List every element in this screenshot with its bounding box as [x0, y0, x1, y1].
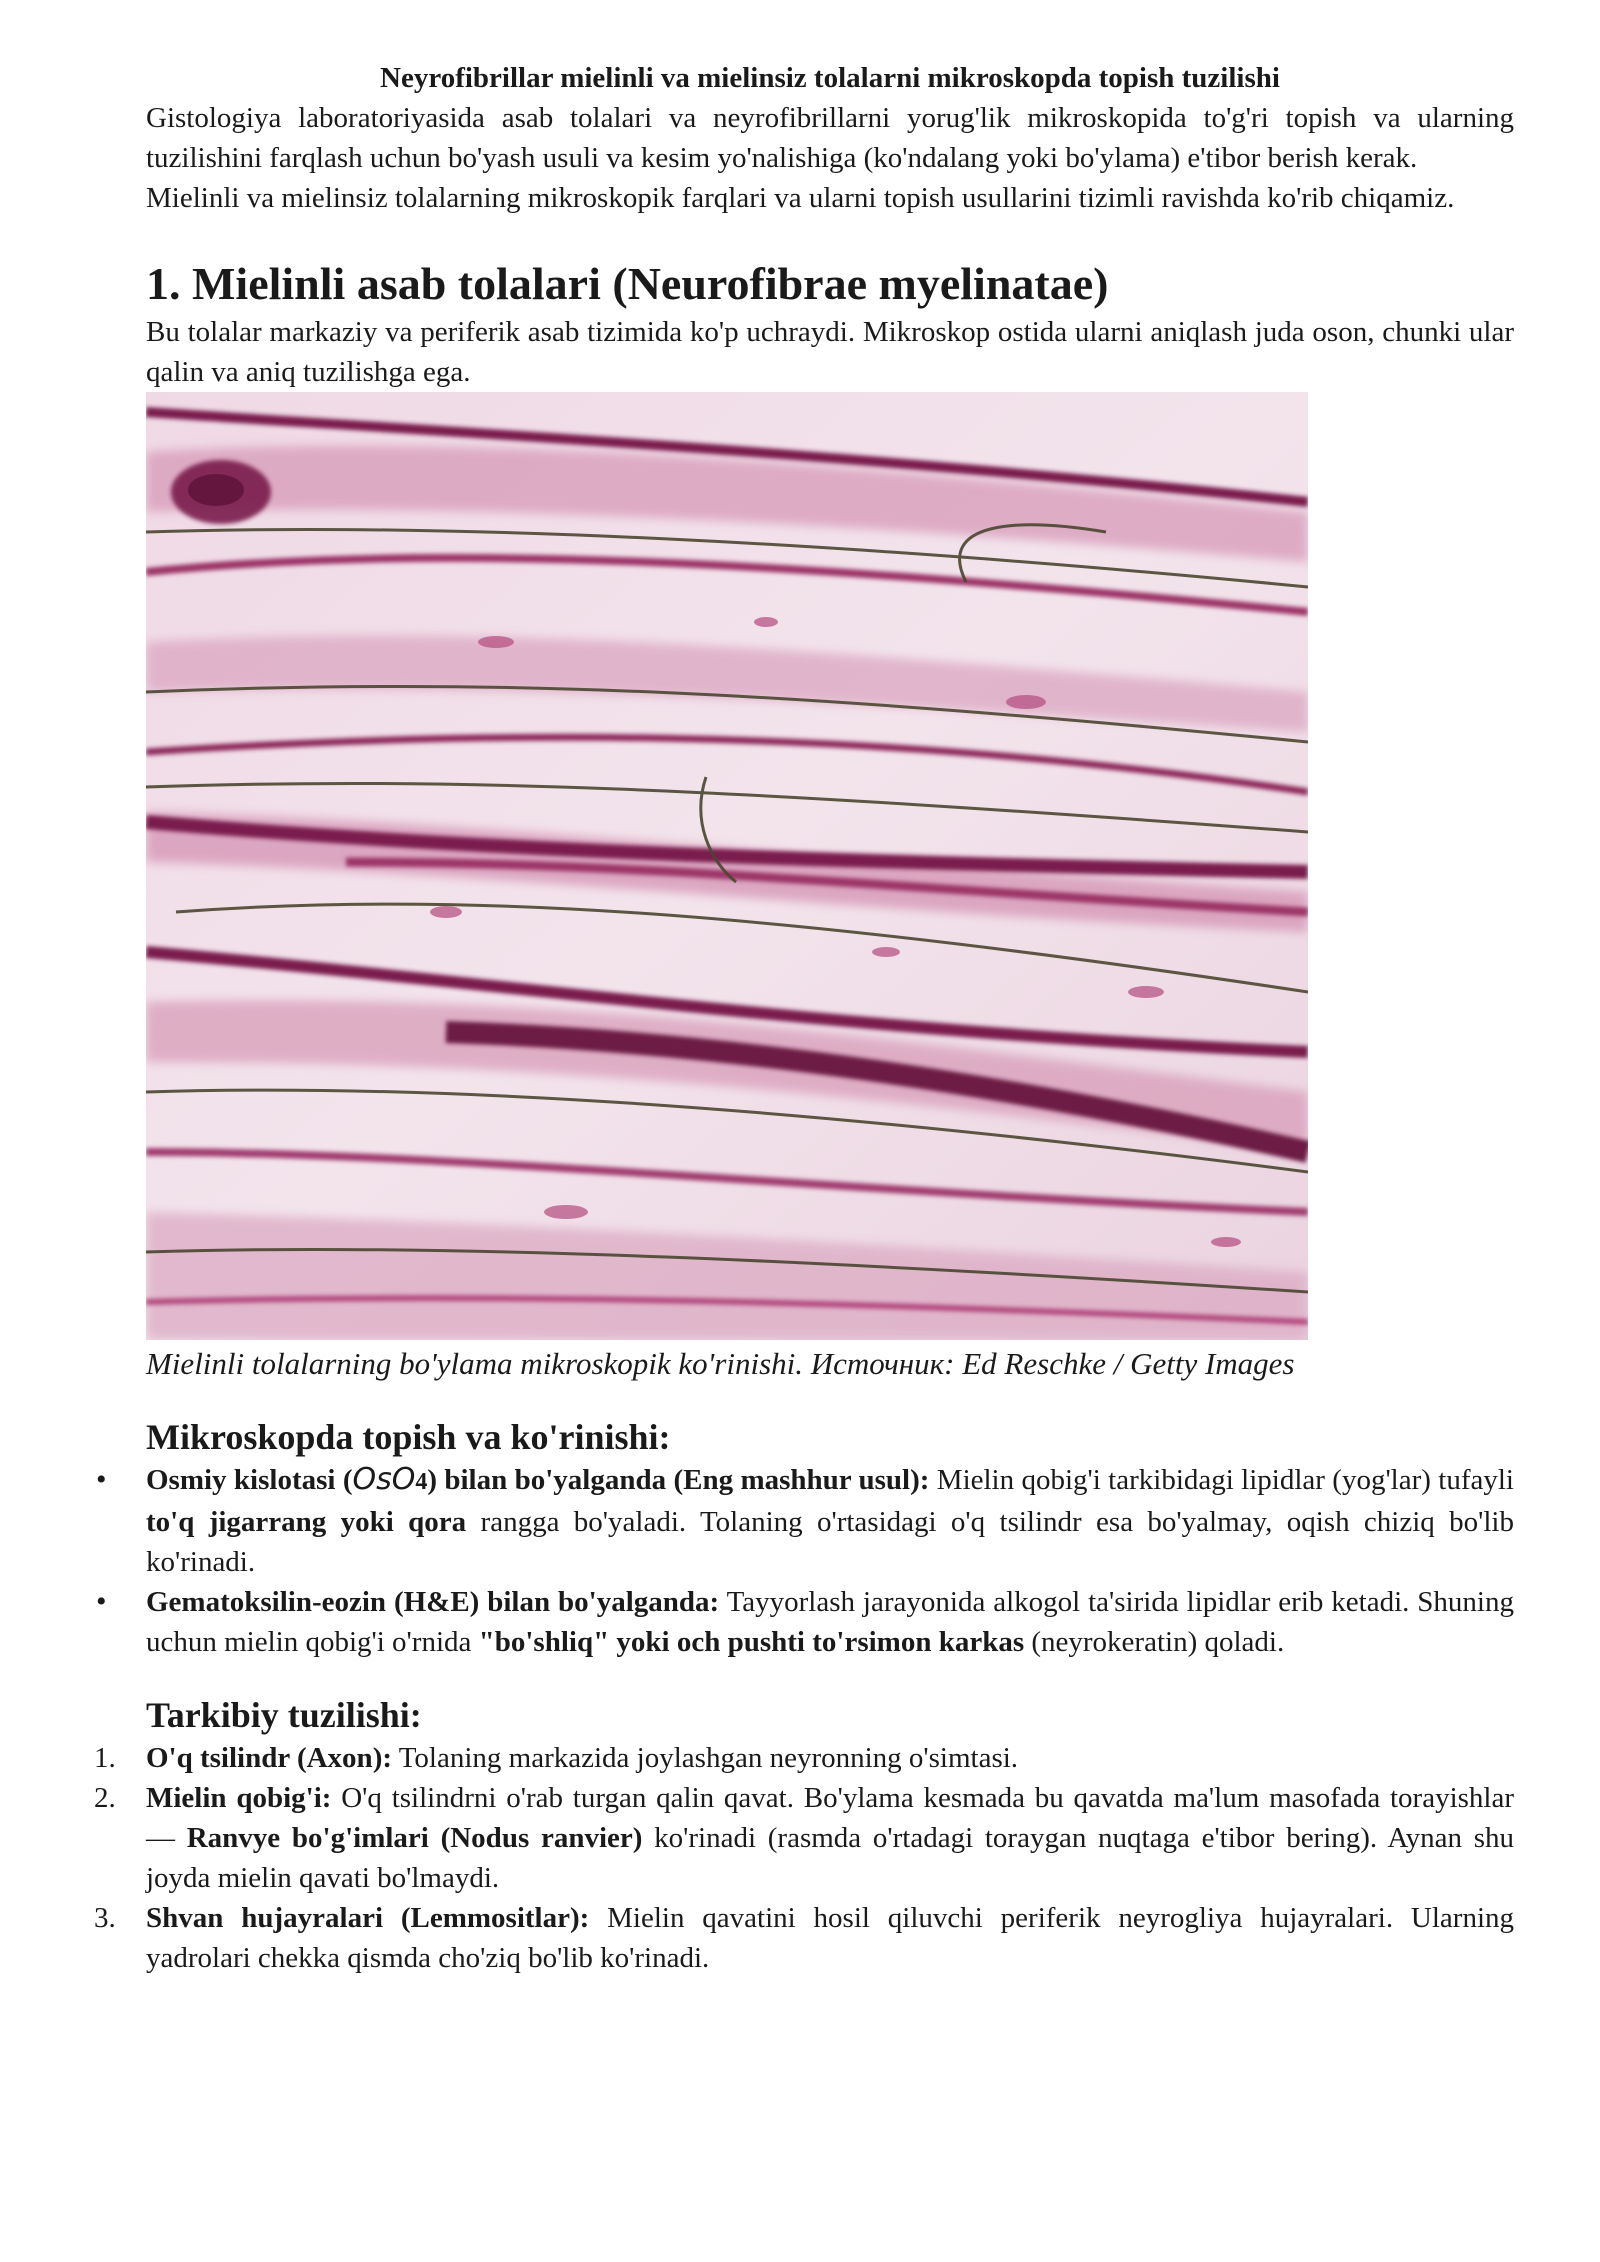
- bullet-marker: •: [96, 1585, 107, 1618]
- list-item: 1. O'q tsilindr (Axon): Tolaning markazida joylashgan neyronning o'simtasi.: [146, 1738, 1514, 1778]
- list-number: 3.: [94, 1902, 116, 1934]
- list-item: • Gematoksilin-eozin (H&E) bilan bo'yalganda: Tayyorlash jarayonida alkogol ta'sirida lipidlar erib ketadi. Shuning uchun mielin qobig'i o'rnida "bo'shliq" yoki och pushti to'rsimon karkas (neyrokeratin) qoladi.: [146, 1582, 1514, 1662]
- intro-paragraph-1: Gistologiya laboratoriyasida asab tolalari va neyrofibrillarni yorug'lik mikroskopida to'g'ri topish va ularning tuzilishini farqlash uchun bo'yash usuli va kesim yo'nalishiga (ko'ndalang yoki bo'ylama) e'tibor berish kerak.: [146, 102, 1514, 174]
- structure-list: [94, 1738, 1514, 1978]
- list-item: 2. Mielin qobig'i: O'q tsilindrni o'rab turgan qalin qavat. Bo'ylama kesmada bu qavatda ma'lum masofada torayishlar — Ranvye bo'g'imlari (Nodus ranvier) ko'rinadi (rasmda o'rtadagi toraygan nuqtaga e'tibor bering). Aynan shu joyda mielin qavati bo'lmaydi.: [146, 1778, 1514, 1898]
- section-heading-myelinated: 1. Mielinli asab tolalari (Neurofibrae myelinatae): [146, 258, 1109, 309]
- list-item: • Osmiy kislotasi (OsO4) bilan bo'yalganda (Eng mashhur usul): Mielin qobig'i tarkibidagi lipidlar (yog'lar) tufayli to'q jigarrang yoki qora rangga bo'yaladi. Tolaning o'rtasidagi o'q tsilindr esa bo'yalmay, oqish chiziq bo'lib ko'rinadi.: [96, 1462, 1514, 1578]
- document-page: [94, 58, 1514, 1978]
- microscopy-heading: Mikroskopda topish va ko'rinishi:: [146, 1417, 671, 1457]
- intro-paragraph-2: Mielinli va mielinsiz tolalarning mikroskopik farqlari va ularni topish usullarini tizimli ravishda ko'rib chiqamiz.: [146, 182, 1455, 214]
- structure-heading: Tarkibiy tuzilishi:: [146, 1695, 422, 1735]
- section-intro-text: Bu tolalar markaziy va periferik asab tizimida ko'p uchraydi. Mikroskop ostida ularni aniqlash juda oson, chunki ular qalin va aniq tuzilishga ega.: [146, 316, 1514, 388]
- microscopy-list: [96, 1460, 1514, 1662]
- list-number: 1.: [94, 1742, 116, 1774]
- document-title: Neyrofibrillar mielinli va mielinsiz tolalarni mikroskopda topish tuzilishi: [380, 62, 1280, 94]
- bullet-marker: •: [96, 1463, 107, 1496]
- figure-caption: Mielinli tolalarning bo'ylama mikroskopik ko'rinishi. Источник: Ed Reschke / Getty Images: [146, 1346, 1295, 1381]
- micrograph-image: [146, 392, 1308, 1340]
- list-item: 3. Shvan hujayralari (Lemmositlar): Mielin qavatini hosil qiluvchi periferik neyrogliya hujayralari. Ularning yadrolari chekka qismda cho'ziq bo'lib ko'rinadi.: [146, 1898, 1514, 1978]
- list-number: 2.: [94, 1782, 116, 1814]
